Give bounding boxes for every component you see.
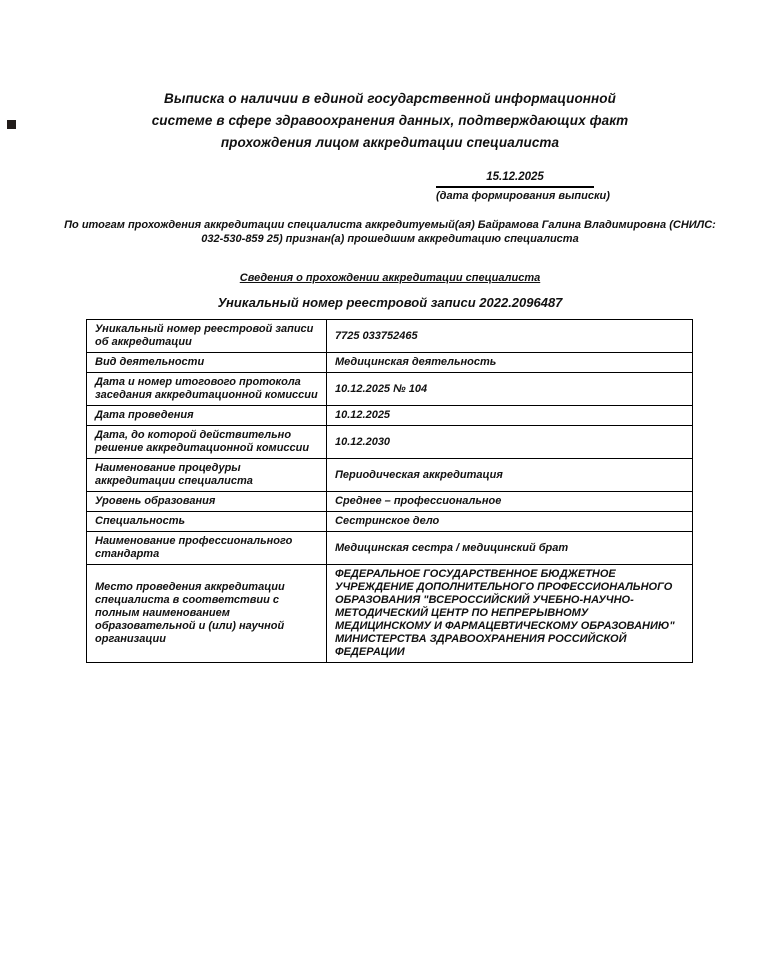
row-value: Медицинская сестра / медицинский брат xyxy=(327,532,693,565)
document-title-line: прохождения лицом аккредитации специалиста xyxy=(220,135,560,150)
issue-date-caption: (дата формирования выписки) xyxy=(436,190,610,202)
table-row-protocol xyxy=(87,373,693,406)
row-label: Уровень образования xyxy=(87,492,327,512)
row-label: Место проведения аккредитации специалиста в соответствии с полным наименованием образовательной и (или) научной организации xyxy=(87,565,327,663)
intro-paragraph xyxy=(20,218,760,246)
table-row-procedure-name xyxy=(87,459,693,492)
issue-date-block xyxy=(436,171,610,203)
row-label: Наименование профессионального стандарта xyxy=(87,532,327,565)
table-row-specialty xyxy=(87,512,693,532)
row-label: Дата, до которой действительно решение аккредитационной комиссии xyxy=(87,426,327,459)
document-title-line: системе в сфере здравоохранения данных, подтверждающих факт xyxy=(151,113,629,128)
table-row-registry-number xyxy=(87,320,693,353)
intro-line: По итогам прохождения аккредитации специалиста аккредитуемый(ая) Байрамова Галина Владимировна (СНИЛС: xyxy=(64,219,716,231)
row-label: Уникальный номер реестровой записи об аккредитации xyxy=(87,320,327,353)
document-page xyxy=(0,88,780,978)
row-value: Периодическая аккредитация xyxy=(327,459,693,492)
table-row-education-level xyxy=(87,492,693,512)
accreditation-details-table xyxy=(86,319,693,663)
row-value: 10.12.2025 xyxy=(327,406,693,426)
document-title-line: Выписка о наличии в единой государственной информационной xyxy=(163,91,616,106)
row-value: Медицинская деятельность xyxy=(327,353,693,373)
table-row-accreditation-place xyxy=(87,565,693,663)
row-label: Наименование процедуры аккредитации специалиста xyxy=(87,459,327,492)
section-heading: Сведения о прохождении аккредитации специалиста xyxy=(239,272,541,284)
row-value: 10.12.2025 № 104 xyxy=(327,373,693,406)
table-row-activity-type xyxy=(87,353,693,373)
row-value: 7725 033752465 xyxy=(327,320,693,353)
intro-line: 032-530-859 25) признан(а) прошедшим аккредитацию специалиста xyxy=(201,233,579,245)
document-title xyxy=(70,88,710,154)
row-value: 10.12.2030 xyxy=(327,426,693,459)
row-label: Вид деятельности xyxy=(87,353,327,373)
row-label: Дата проведения xyxy=(87,406,327,426)
row-value: ФЕДЕРАЛЬНОЕ ГОСУДАРСТВЕННОЕ БЮДЖЕТНОЕ УЧРЕЖДЕНИЕ ДОПОЛНИТЕЛЬНОГО ПРОФЕССИОНАЛЬНОГО ОБРАЗОВАНИЯ "ВСЕРОССИЙСКИЙ УЧЕБНО-НАУЧНО-МЕТОДИЧЕСКИЙ ЦЕНТР ПО НЕПРЕРЫВНОМУ МЕДИЦИНСКОМУ И ФАРМАЦЕВТИЧЕСКОМУ ОБРАЗОВАНИЮ" МИНИСТЕРСТВА ЗДРАВООХРАНЕНИЯ РОССИЙСКОЙ ФЕДЕРАЦИИ xyxy=(327,565,693,663)
table-row-date-held xyxy=(87,406,693,426)
row-label: Специальность xyxy=(87,512,327,532)
table-row-professional-standard xyxy=(87,532,693,565)
row-value: Среднее – профессиональное xyxy=(327,492,693,512)
row-label: Дата и номер итогового протокола заседания аккредитационной комиссии xyxy=(87,373,327,406)
registry-number-heading: Уникальный номер реестровой записи 2022.2096487 xyxy=(217,295,563,310)
issue-date: 15.12.2025 xyxy=(436,171,594,188)
scan-artifact-mark xyxy=(7,120,16,129)
table-row-valid-until xyxy=(87,426,693,459)
row-value: Сестринское дело xyxy=(327,512,693,532)
